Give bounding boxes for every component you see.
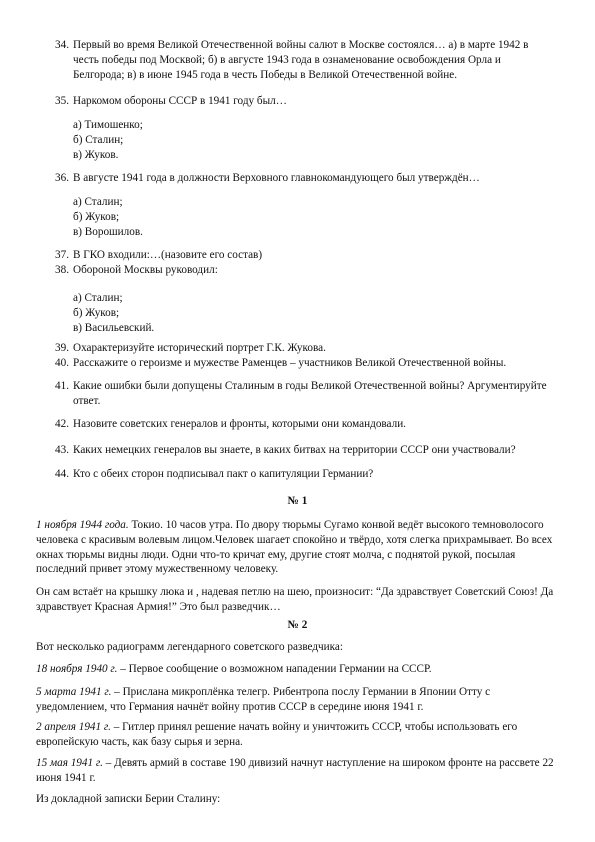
question-36 <box>55 171 555 186</box>
question-text: Первый во время Великой Отечественной войны салют в Москве состоялся… а) в марте 1942 в честь победы под Москвой; б) в августе 1943 года в ознаменование освобождения Орла и Белгорода; в) в июне 1945 года в честь Победы в Великой Отечественной войне. <box>73 39 529 81</box>
question-text: Охарактеризуйте исторический портрет Г.К. Жукова. <box>73 342 326 354</box>
question-number: 42. <box>55 418 69 430</box>
question-number: 36. <box>55 172 69 184</box>
question-39 <box>55 341 555 356</box>
paragraph: Он сам встаёт на крышку люка и , надевая петлю на шею, произносит: “Да здравствует Советский Союз! Да здравствует Красная Армия!” Это был разведчик… <box>36 586 554 613</box>
option: в) Васильевский. <box>73 322 155 334</box>
question-38 <box>55 263 555 278</box>
question-number: 41. <box>55 380 69 392</box>
question-number: 38. <box>55 264 69 276</box>
question-34 <box>55 38 555 82</box>
question-number: 37. <box>55 249 69 261</box>
paragraph: Из докладной записки Берии Сталину: <box>36 793 221 805</box>
question-43 <box>55 443 555 458</box>
question-text: Обороной Москвы руководил: <box>73 264 218 276</box>
question-number: 34. <box>55 39 69 51</box>
question-number: 39. <box>55 342 69 354</box>
paragraph-text: Токио. 10 часов утра. По двору тюрьмы Сугамо конвой ведёт высокого темноволосого человека с красивым волевым лицом.Человек шагает спокойно и твёрдо, хотя слегка прихрамывает. Во всех окнах тюрьмы видны люди. Одни что-то кричат ему, другие стоят молча, с поднятой рукой, посылая последний привет этому мужественному человеку. <box>36 519 553 576</box>
question-35 <box>55 94 555 109</box>
radiogram-entry <box>36 720 558 750</box>
question-40 <box>55 356 555 371</box>
question-number: 44. <box>55 468 69 480</box>
option: в) Жуков. <box>73 149 119 161</box>
question-text: Какие ошибки были допущены Сталиным в годы Великой Отечественной войны? Аргументируйте ответ. <box>73 380 547 407</box>
entry-date: 15 мая 1941 г. <box>36 757 103 769</box>
question-text: В ГКО входили:…(назовите его состав) <box>73 249 263 261</box>
entry-text: – Первое сообщение о возможном нападении Германии на СССР. <box>117 663 432 675</box>
question-text: Назовите советских генералов и фронты, которыми они командовали. <box>73 418 406 430</box>
option: а) Сталин; <box>73 196 123 208</box>
question-text: Каких немецких генералов вы знаете, в каких битвах на территории СССР они участвовали? <box>73 444 516 456</box>
section-heading: № 2 <box>287 619 308 631</box>
question-41 <box>55 379 555 409</box>
question-42 <box>55 417 555 432</box>
question-text: В августе 1941 года в должности Верховного главнокомандующего был утверждён… <box>73 172 480 184</box>
question-44 <box>55 467 555 482</box>
question-number: 40. <box>55 357 69 369</box>
entry-text: – Девять армий в составе 190 дивизий начнут наступление на широком фронте на рассвете 22 июня 1941 г. <box>36 757 554 784</box>
entry-date: 2 апреля 1941 г. <box>36 721 111 733</box>
question-text: Расскажите о героизме и мужестве Раменцев – участников Великой Отечественной войны. <box>73 357 507 369</box>
entry-text: – Прислана микроплёнка телегр. Рибентропа послу Германии в Японии Отту с уведомлением, что Германия начнёт войну против СССР в середине июня 1941 г. <box>36 686 491 713</box>
entry-text: – Гитлер принял решение начать войну и уничтожить СССР, чтобы использовать его европейскую часть, как базу сырья и зерна. <box>36 721 518 748</box>
option: б) Жуков; <box>73 211 120 223</box>
option: б) Сталин; <box>73 134 124 146</box>
radiogram-entry <box>36 662 558 677</box>
section-heading: № 1 <box>287 495 308 507</box>
radiogram-entry <box>36 685 558 715</box>
option: б) Жуков; <box>73 307 120 319</box>
entry-date: 18 ноября 1940 г. <box>36 663 118 675</box>
entry-date: 5 марта 1941 г. <box>36 686 112 698</box>
radiogram-entry <box>36 756 558 786</box>
paragraph <box>36 518 558 577</box>
question-text: Наркомом обороны СССР в 1941 году был… <box>73 95 287 107</box>
question-37 <box>55 248 555 263</box>
question-text: Кто с обеих сторон подписывал пакт о капитуляции Германии? <box>73 468 374 480</box>
paragraph: Вот несколько радиограмм легендарного советского разведчика: <box>36 641 344 653</box>
option: а) Сталин; <box>73 292 123 304</box>
paragraph-date: 1 ноября 1944 года. <box>36 519 129 531</box>
question-number: 35. <box>55 95 69 107</box>
question-number: 43. <box>55 444 69 456</box>
option: а) Тимошенко; <box>73 119 143 131</box>
option: в) Ворошилов. <box>73 226 143 238</box>
